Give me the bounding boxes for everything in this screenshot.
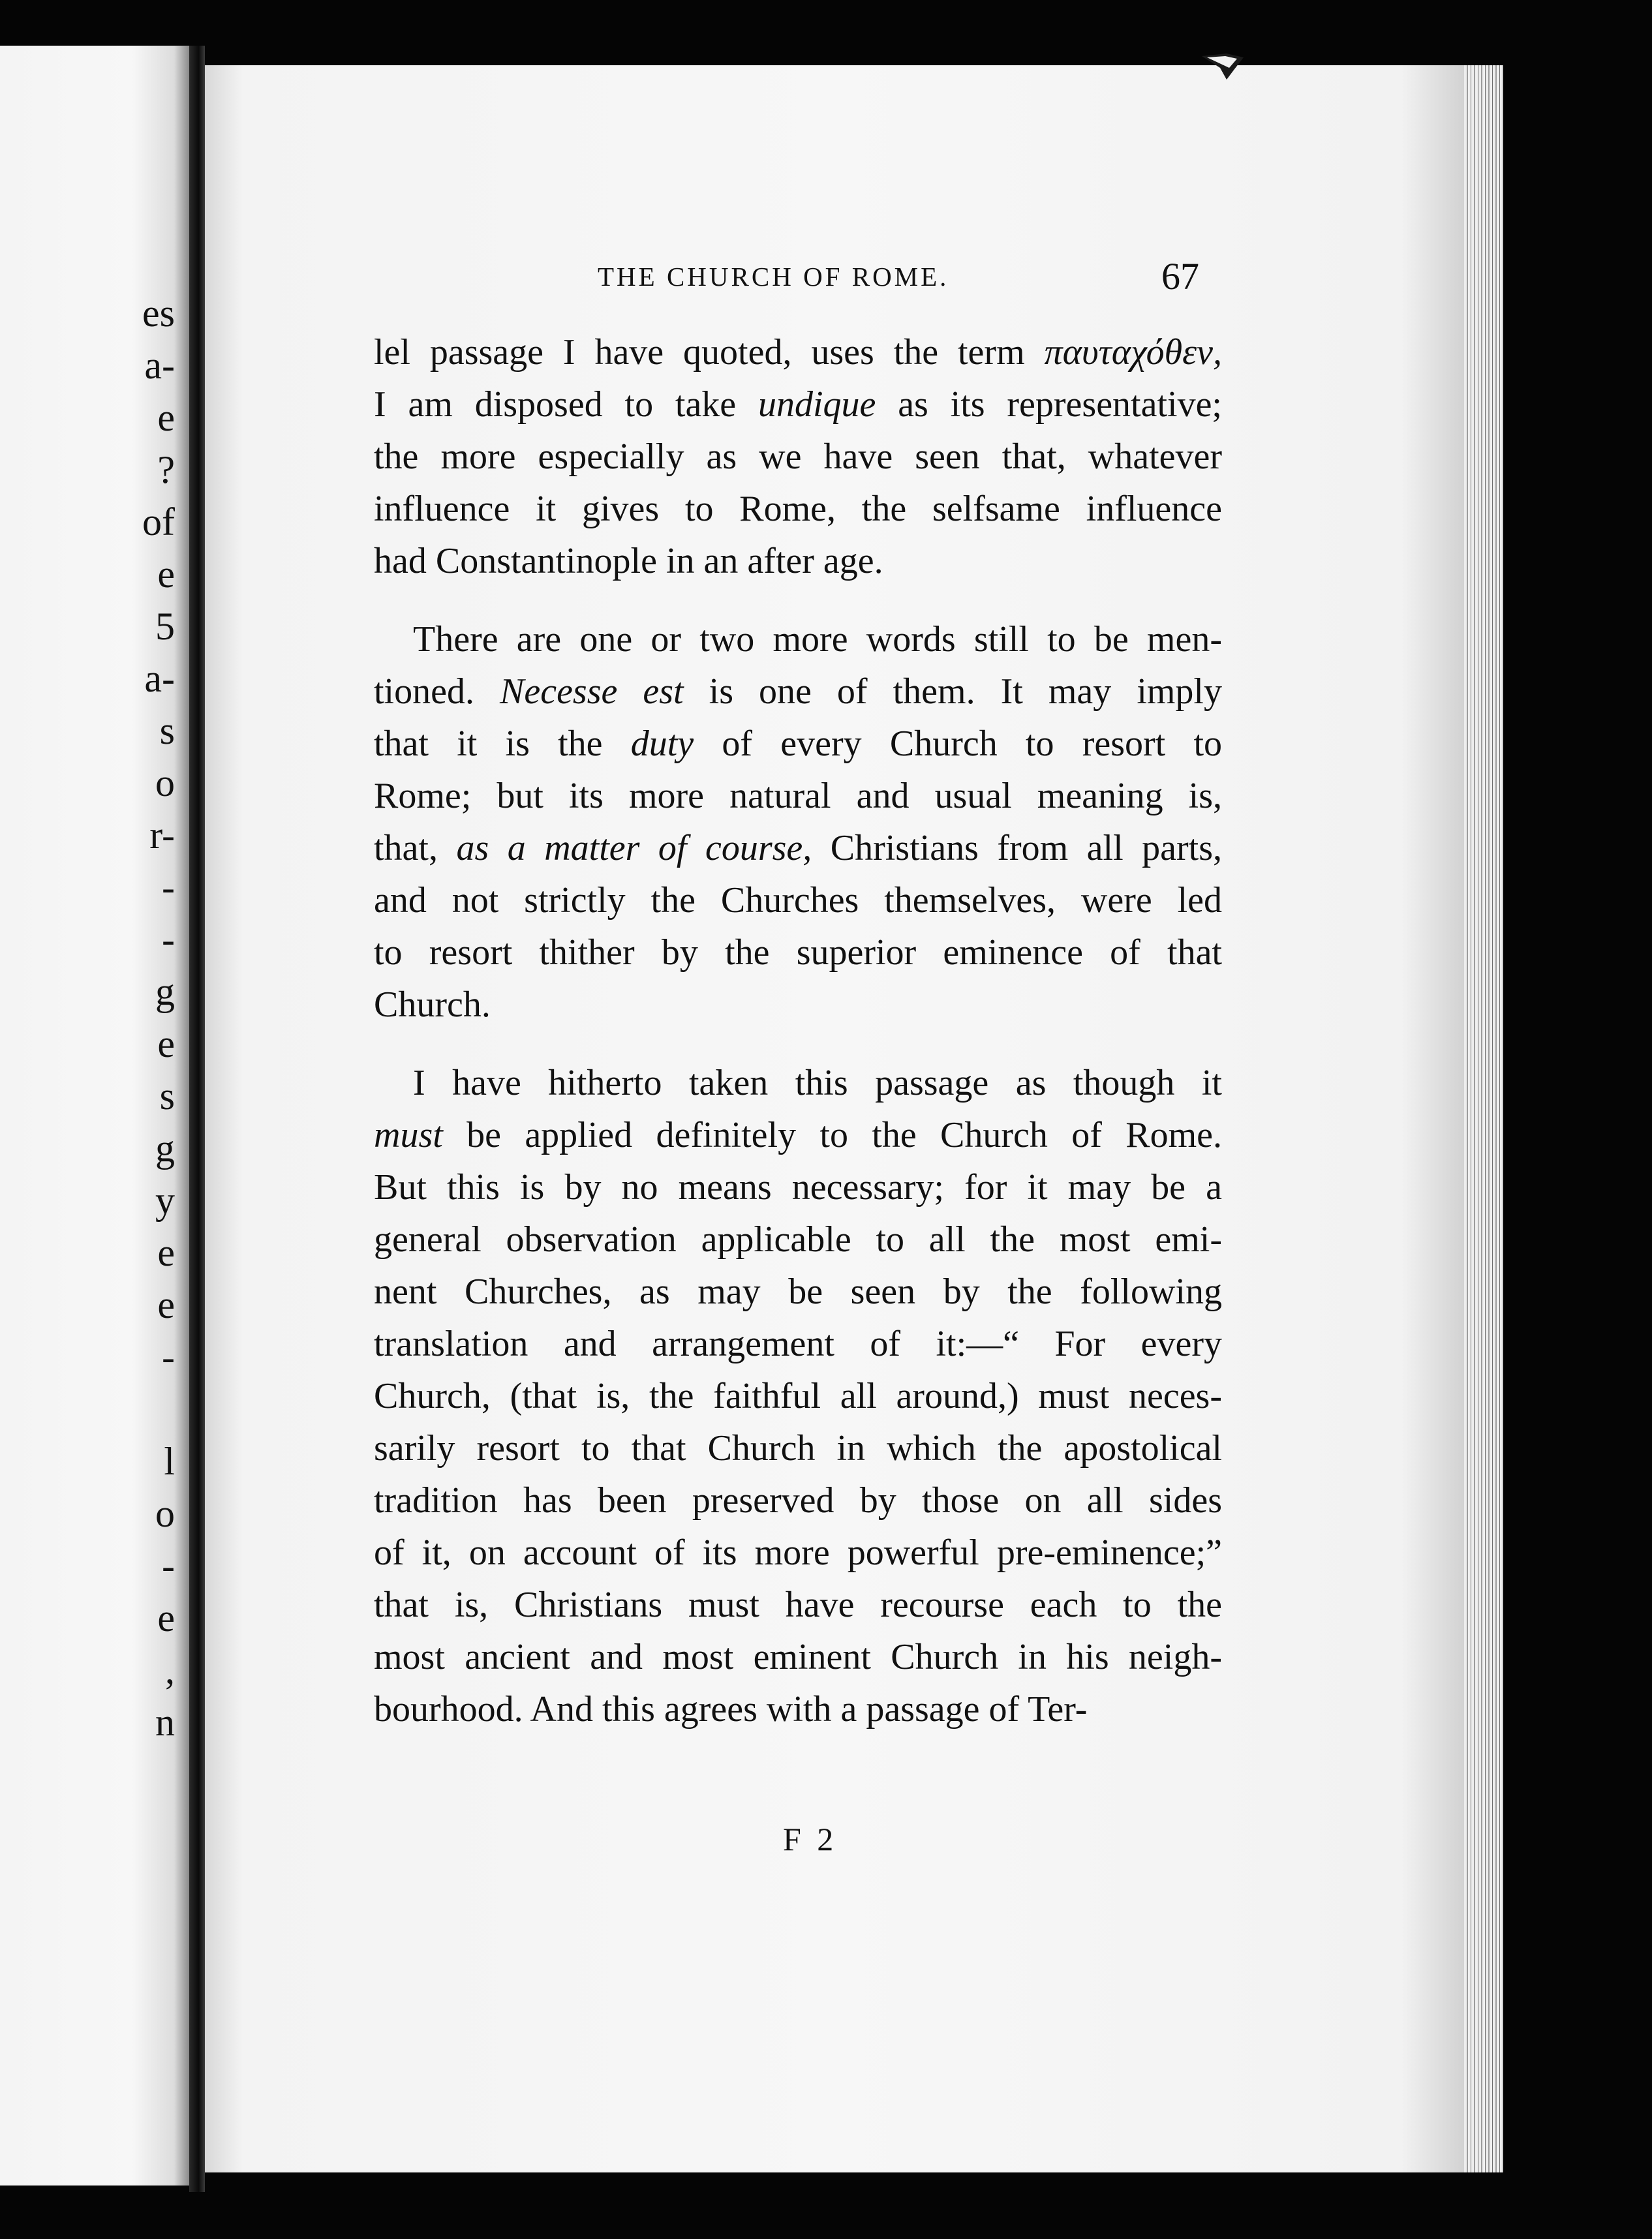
text-run: I have hitherto taken this passage as though it <box>413 1063 1222 1103</box>
left-page-edge-fragment: e <box>157 1596 175 1639</box>
text-line <box>374 431 1222 483</box>
italic-text-run: duty <box>630 723 694 764</box>
signature-mark: F 2 <box>783 1821 838 1857</box>
text-line <box>374 535 1222 587</box>
text-run: to resort thither by the superior eminence of that <box>374 932 1222 973</box>
left-page-edge-fragment: - <box>162 866 175 909</box>
running-head: THE CHURCH OF ROME. <box>598 262 949 292</box>
text-run: as its representative; <box>876 384 1222 425</box>
left-page-edge-fragment: o <box>155 1492 175 1535</box>
text-run: tioned. <box>374 671 500 712</box>
text-line <box>374 1474 1222 1527</box>
text-run: nent Churches, as may be seen by the following <box>374 1272 1222 1312</box>
text-run: the more especially as we have seen that, whatever <box>374 436 1222 477</box>
italic-text-run: must <box>374 1115 443 1155</box>
text-run: But this is by no means necessary; for it may be a <box>374 1167 1222 1208</box>
text-line <box>374 1579 1222 1631</box>
text-line <box>374 1527 1222 1579</box>
text-run: translation and arrangement of it:—“ For every <box>374 1324 1222 1364</box>
text-run: and not strictly the Churches themselves, were led <box>374 880 1222 921</box>
text-line <box>374 1318 1222 1370</box>
paragraph <box>374 613 1222 1031</box>
text-line <box>374 1370 1222 1422</box>
text-run: tradition has been preserved by those on all sides <box>374 1480 1222 1521</box>
text-line <box>374 1213 1222 1266</box>
text-line <box>374 718 1222 770</box>
left-page-edge-fragment: e <box>157 396 175 439</box>
left-page-edge-fragment: es <box>142 292 175 335</box>
left-page-edge-fragment: a- <box>144 344 175 387</box>
left-page-edge-fragment: e <box>157 1022 175 1065</box>
italic-text-run: as a matter of course, <box>456 828 812 868</box>
text-run: of it, on account of its more powerful pre-eminence;” <box>374 1532 1222 1573</box>
text-run: general observation applicable to all the most emi- <box>374 1219 1222 1260</box>
text-line <box>374 326 1222 378</box>
left-page-edge-fragment: e <box>157 553 175 596</box>
text-line <box>374 613 1222 665</box>
greek-word: παυταχόθεν, <box>1044 332 1222 373</box>
paragraph <box>374 326 1222 587</box>
text-run: lel passage I have quoted, uses the term <box>374 332 1045 373</box>
left-page-edge-fragment: 5 <box>155 605 175 648</box>
left-page-edge-fragment: r- <box>149 814 175 857</box>
left-page-edge-fragment: s <box>159 709 175 752</box>
text-line <box>374 1161 1222 1213</box>
text-run: had Constantinople in an after age. <box>374 541 883 581</box>
text-run: of every Church to resort to <box>694 723 1222 764</box>
text-run: Rome; but its more natural and usual meaning is, <box>374 776 1222 816</box>
text-run: most ancient and most eminent Church in his neigh- <box>374 1637 1222 1677</box>
left-page-edge-fragment: e <box>157 1283 175 1326</box>
text-line <box>374 378 1222 431</box>
text-line <box>374 874 1222 926</box>
text-run: There are one or two more words still to be men- <box>413 619 1222 660</box>
left-page-edge-fragment: g <box>155 970 175 1013</box>
text-run: is one of them. It may imply <box>683 671 1222 712</box>
text-run: be applied definitely to the Church of Rome. <box>442 1115 1222 1155</box>
left-page-edge-fragment: - <box>162 1335 175 1378</box>
page-number: 67 <box>1161 255 1199 297</box>
text-run: influence it gives to Rome, the selfsame influence <box>374 489 1222 529</box>
text-run: that is, Christians must have recourse each to the <box>374 1585 1222 1625</box>
text-line <box>374 1109 1222 1161</box>
text-run: that, <box>374 828 457 868</box>
text-run: bourhood. And this agrees with a passage of Ter- <box>374 1689 1088 1729</box>
text-line <box>374 1266 1222 1318</box>
left-page-edge-fragment: of <box>142 500 175 543</box>
left-page-edge-fragment: s <box>159 1074 175 1118</box>
text-run: that it is the <box>374 723 631 764</box>
page-stack-edge <box>1464 65 1503 2172</box>
text-run: Christians from all parts, <box>812 828 1222 868</box>
text-line <box>374 979 1222 1031</box>
page-corner-fold-icon <box>1201 51 1246 84</box>
paragraph <box>374 1057 1222 1735</box>
left-page-edge-fragment: n <box>155 1701 175 1744</box>
italic-text-run: undique <box>757 384 876 425</box>
text-run: Church. <box>374 984 491 1025</box>
text-line <box>374 483 1222 535</box>
left-page-edge-fragment: e <box>157 1231 175 1274</box>
left-page-edge-fragment: y <box>155 1179 175 1222</box>
left-page-edge-fragment: g <box>155 1127 175 1170</box>
left-page-edge-fragment: , <box>165 1649 175 1692</box>
text-line <box>374 926 1222 979</box>
text-line <box>374 1631 1222 1683</box>
text-line <box>374 770 1222 822</box>
text-line <box>374 1057 1222 1109</box>
page-body <box>374 326 1222 1761</box>
text-line <box>374 1422 1222 1474</box>
left-page-edge-fragment: o <box>155 761 175 804</box>
text-run: sarily resort to that Church in which the apostolical <box>374 1428 1222 1469</box>
left-page-edge-fragment: a- <box>144 657 175 700</box>
text-line <box>374 665 1222 718</box>
left-page-edge-fragment: ? <box>157 448 175 491</box>
previous-page-edge <box>0 46 189 2186</box>
left-page-edge-fragment: - <box>162 918 175 961</box>
left-page-edge-fragment: l <box>164 1440 175 1483</box>
text-run: I am disposed to take <box>374 384 758 425</box>
italic-text-run: Necesse est <box>500 671 684 712</box>
text-run: Church, (that is, the faithful all around,) must neces- <box>374 1376 1222 1416</box>
book-gutter <box>189 46 205 2192</box>
text-line <box>374 1683 1222 1735</box>
left-page-edge-fragment: - <box>162 1544 175 1587</box>
text-line <box>374 822 1222 874</box>
